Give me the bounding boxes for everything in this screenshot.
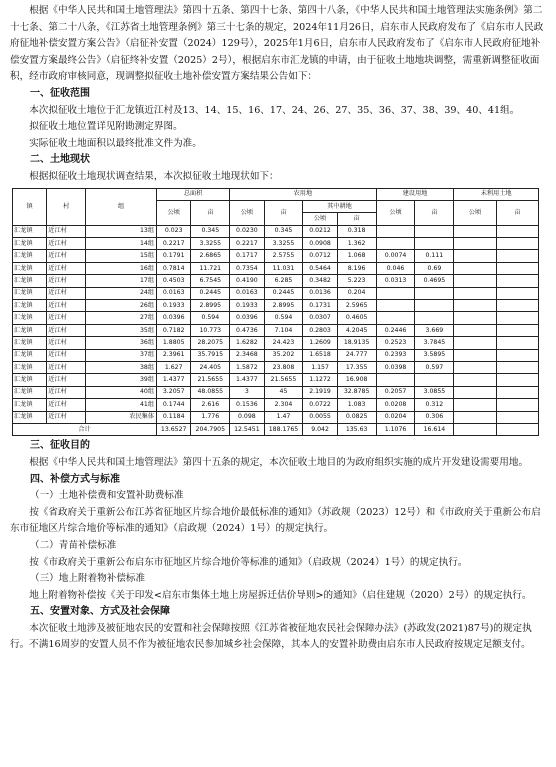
- table-row: [13, 386, 539, 398]
- table-cell: [496, 399, 538, 411]
- section-5-text: 本次征收土地涉及被征地农民的安置和社会保障按照《江苏省被征地农民社会保障办法》(苏政发(2021)87号)的规定执行。不满16周岁的安置人员不作为被征地农民参加城乡社会保障，其本人的安置补助费由启东市人民政府按规定足额支付。: [10, 622, 532, 651]
- section-4-sub-1: （一）土地补偿费和安置补助费标准: [30, 490, 184, 502]
- header-unit-ha: 公顷: [376, 200, 415, 225]
- table-cell: 5.223: [337, 275, 376, 287]
- table-row: [13, 374, 539, 386]
- table-cell: 1.4377: [230, 374, 264, 386]
- table-cell: 37组: [86, 349, 157, 361]
- table-cell: 18.9135: [337, 337, 376, 349]
- table-cell: 35.202: [264, 349, 303, 361]
- table-cell: 0.0136: [303, 287, 337, 299]
- table-cell: 1.627: [157, 362, 191, 374]
- section-4-heading: 四、补偿方式与标准: [30, 473, 120, 485]
- table-cell: 23.808: [264, 362, 303, 374]
- section-4-text-2: 按《市政府关于重新公布启东市征地区片综合地价等标准的通知》（启政规（2024）1号）的规定执行。: [29, 556, 468, 568]
- table-cell: [415, 287, 454, 299]
- table-cell: [496, 362, 538, 374]
- table-cell: 0.2445: [264, 287, 303, 299]
- table-cell: 39组: [86, 374, 157, 386]
- table-cell: 近江村: [47, 287, 86, 299]
- table-cell: 0.046: [376, 262, 415, 274]
- table-row: [13, 337, 539, 349]
- table-cell: 14组: [86, 238, 157, 250]
- table-cell: 1.1272: [303, 374, 337, 386]
- table-cell: [496, 225, 538, 237]
- table-cell: 0.1933: [230, 300, 264, 312]
- header-group: 组: [86, 188, 157, 225]
- total-cell: 16.614: [415, 423, 454, 435]
- total-label: 合计: [13, 423, 157, 435]
- table-row: [13, 362, 539, 374]
- table-cell: 汇龙镇: [13, 287, 47, 299]
- table-cell: 近江村: [47, 238, 86, 250]
- table-cell: 0.0712: [303, 250, 337, 262]
- table-cell: 0.4190: [230, 275, 264, 287]
- land-status-table: [12, 188, 539, 437]
- table-cell: 27组: [86, 312, 157, 324]
- table-cell: 0.1536: [230, 399, 264, 411]
- table-cell: 24组: [86, 287, 157, 299]
- section-1-heading: 一、征收范围: [30, 87, 90, 99]
- table-cell: [376, 287, 415, 299]
- header-unit-mu: 亩: [415, 200, 454, 225]
- table-cell: 0.1731: [303, 300, 337, 312]
- table-cell: 0.0163: [230, 287, 264, 299]
- table-cell: 汇龙镇: [13, 262, 47, 274]
- table-cell: 1.068: [337, 250, 376, 262]
- table-row: [13, 275, 539, 287]
- table-cell: 0.69: [415, 262, 454, 274]
- section-4-text-1: 按《省政府关于重新公布江苏省征地区片综合地价最低标准的通知》（苏政规（2023）12号）和《市政府关于重新公布启东市征地区片综合地价等标准的通知》（启政规（2024）1号）的规定执行。: [10, 506, 541, 535]
- table-cell: 2.5965: [337, 300, 376, 312]
- total-cell: [496, 423, 538, 435]
- table-cell: [454, 225, 496, 237]
- table-row: [13, 312, 539, 324]
- table-cell: 0.023: [157, 225, 191, 237]
- table-cell: 汇龙镇: [13, 312, 47, 324]
- table-cell: [496, 374, 538, 386]
- table-cell: 2.3468: [230, 349, 264, 361]
- table-cell: 1.6518: [303, 349, 337, 361]
- table-cell: 汇龙镇: [13, 250, 47, 262]
- table-cell: 36组: [86, 337, 157, 349]
- table-cell: 3: [230, 386, 264, 398]
- table-total-row: [13, 423, 539, 435]
- table-cell: 3.3255: [191, 238, 230, 250]
- table-row: [13, 238, 539, 250]
- table-cell: 41组: [86, 399, 157, 411]
- table-row: [13, 262, 539, 274]
- table-cell: 近江村: [47, 275, 86, 287]
- total-cell: 204.7905: [191, 423, 230, 435]
- table-cell: 3.3255: [264, 238, 303, 250]
- table-cell: [415, 225, 454, 237]
- table-row: [13, 250, 539, 262]
- table-cell: 0.594: [264, 312, 303, 324]
- table-cell: 0.1184: [157, 411, 191, 423]
- table-cell: [454, 362, 496, 374]
- table-cell: 0.2217: [230, 238, 264, 250]
- table-cell: 0.2803: [303, 324, 337, 336]
- table-cell: 汇龙镇: [13, 386, 47, 398]
- section-1-area-note: 实际征收土地面积以最终批准文件为准。: [29, 137, 202, 149]
- table-cell: 近江村: [47, 386, 86, 398]
- table-cell: 3.0855: [415, 386, 454, 398]
- table-cell: 35组: [86, 324, 157, 336]
- table-cell: 0.2523: [376, 337, 415, 349]
- table-cell: [454, 324, 496, 336]
- table-cell: 汇龙镇: [13, 225, 47, 237]
- table-cell: [496, 337, 538, 349]
- table-cell: 0.5464: [303, 262, 337, 274]
- table-cell: 2.6865: [191, 250, 230, 262]
- table-cell: 24.777: [337, 349, 376, 361]
- table-cell: 0.597: [415, 362, 454, 374]
- table-cell: 35.7915: [191, 349, 230, 361]
- total-cell: 135.63: [337, 423, 376, 435]
- table-cell: 0.1744: [157, 399, 191, 411]
- table-cell: 0.7354: [230, 262, 264, 274]
- table-cell: 汇龙镇: [13, 300, 47, 312]
- table-cell: 11.031: [264, 262, 303, 274]
- table-cell: [454, 374, 496, 386]
- table-cell: 0.4736: [230, 324, 264, 336]
- table-cell: [454, 300, 496, 312]
- header-unit-ha: 公顷: [230, 200, 264, 225]
- table-cell: 32.8785: [337, 386, 376, 398]
- header-unit-ha: 公顷: [157, 200, 191, 225]
- header-unit-ha: 公顷: [303, 213, 337, 225]
- header-unit-mu: 亩: [496, 200, 538, 225]
- table-cell: 1.47: [264, 411, 303, 423]
- table-cell: 0.3482: [303, 275, 337, 287]
- table-cell: [454, 287, 496, 299]
- table-cell: 0.2217: [157, 238, 191, 250]
- table-cell: 近江村: [47, 312, 86, 324]
- table-cell: 汇龙镇: [13, 275, 47, 287]
- table-row: [13, 411, 539, 423]
- section-1-text: 本次拟征收土地位于汇龙镇近江村及13、14、15、16、17、24、26、27、35、36、37、38、39、40、41组。: [29, 104, 520, 116]
- table-cell: 0.2393: [376, 349, 415, 361]
- table-cell: [454, 262, 496, 274]
- table-cell: [454, 337, 496, 349]
- table-cell: 2.8995: [191, 300, 230, 312]
- table-cell: 0.111: [415, 250, 454, 262]
- table-cell: 近江村: [47, 374, 86, 386]
- table-cell: 0.0396: [230, 312, 264, 324]
- table-row: [13, 300, 539, 312]
- total-cell: [454, 423, 496, 435]
- table-cell: [415, 238, 454, 250]
- table-cell: 24.423: [264, 337, 303, 349]
- table-row: [13, 399, 539, 411]
- table-cell: [496, 262, 538, 274]
- table-cell: [496, 300, 538, 312]
- table-cell: 0.0313: [376, 275, 415, 287]
- section-4-text-3: 地上附着物补偿按《关于印发<启东市集体土地上房屋拆迁估价导则>的通知》（启住建规（2020）2号）的规定执行。: [29, 589, 532, 601]
- total-cell: 12.5451: [230, 423, 264, 435]
- total-cell: 9.042: [303, 423, 337, 435]
- table-cell: 0.0396: [157, 312, 191, 324]
- table-cell: [496, 250, 538, 262]
- table-cell: 2.1919: [303, 386, 337, 398]
- header-unit-mu: 亩: [337, 213, 376, 225]
- table-cell: 1.776: [191, 411, 230, 423]
- table-cell: 1.157: [303, 362, 337, 374]
- header-unit-ha: 公顷: [454, 200, 496, 225]
- table-cell: 6.285: [264, 275, 303, 287]
- table-cell: 1.5872: [230, 362, 264, 374]
- table-cell: 0.312: [415, 399, 454, 411]
- table-cell: 0.0208: [376, 399, 415, 411]
- table-cell: 1.4377: [157, 374, 191, 386]
- table-cell: [454, 349, 496, 361]
- table-cell: 11.721: [191, 262, 230, 274]
- table-cell: 近江村: [47, 399, 86, 411]
- table-cell: 0.204: [337, 287, 376, 299]
- table-row: [13, 349, 539, 361]
- table-cell: 0.2057: [376, 386, 415, 398]
- table-cell: 45: [264, 386, 303, 398]
- table-cell: 21.5655: [191, 374, 230, 386]
- table-cell: [496, 386, 538, 398]
- table-cell: 0.0398: [376, 362, 415, 374]
- table-cell: 2.616: [191, 399, 230, 411]
- table-cell: 农民集体: [86, 411, 157, 423]
- table-cell: 0.0212: [303, 225, 337, 237]
- table-cell: 0.7182: [157, 324, 191, 336]
- table-cell: [454, 399, 496, 411]
- table-cell: [376, 374, 415, 386]
- table-cell: 6.7545: [191, 275, 230, 287]
- table-cell: 0.4605: [337, 312, 376, 324]
- table-cell: 0.2445: [191, 287, 230, 299]
- table-cell: 21.5655: [264, 374, 303, 386]
- table-cell: 0.0825: [337, 411, 376, 423]
- table-cell: 1.2609: [303, 337, 337, 349]
- table-cell: 近江村: [47, 362, 86, 374]
- table-cell: 10.773: [191, 324, 230, 336]
- table-cell: 0.1791: [157, 250, 191, 262]
- total-cell: 188.1765: [264, 423, 303, 435]
- section-2-text: 根据拟征收土地现状调查结果，本次拟征收土地现状如下：: [29, 170, 279, 182]
- table-cell: [415, 374, 454, 386]
- section-5-heading: 五、安置对象、方式及社会保障: [30, 606, 170, 618]
- table-cell: 2.5755: [264, 250, 303, 262]
- table-cell: 0.0230: [230, 225, 264, 237]
- table-cell: [376, 312, 415, 324]
- table-row: [13, 324, 539, 336]
- table-cell: 近江村: [47, 225, 86, 237]
- table-cell: [376, 300, 415, 312]
- table-cell: [496, 349, 538, 361]
- table-cell: [454, 275, 496, 287]
- table-cell: 0.0722: [303, 399, 337, 411]
- header-unused-land: 未利用土地: [454, 188, 539, 200]
- table-cell: 2.304: [264, 399, 303, 411]
- table-cell: [415, 300, 454, 312]
- table-cell: 0.0204: [376, 411, 415, 423]
- table-cell: 0.4503: [157, 275, 191, 287]
- table-cell: 近江村: [47, 349, 86, 361]
- table-body: [13, 225, 539, 436]
- table-cell: 28.2075: [191, 337, 230, 349]
- table-cell: [454, 386, 496, 398]
- table-cell: 0.1717: [230, 250, 264, 262]
- table-cell: 0.0163: [157, 287, 191, 299]
- table-cell: 0.1933: [157, 300, 191, 312]
- table-cell: 17.355: [337, 362, 376, 374]
- header-total-area: 总面积: [157, 188, 230, 200]
- table-cell: 0.4695: [415, 275, 454, 287]
- table-cell: 汇龙镇: [13, 362, 47, 374]
- table-cell: 汇龙镇: [13, 324, 47, 336]
- table-cell: 近江村: [47, 250, 86, 262]
- table-cell: 3.7845: [415, 337, 454, 349]
- table-cell: [496, 287, 538, 299]
- table-cell: 0.345: [191, 225, 230, 237]
- table-cell: 0.318: [337, 225, 376, 237]
- table-cell: 汇龙镇: [13, 337, 47, 349]
- table-cell: 2.3961: [157, 349, 191, 361]
- table-cell: 3.669: [415, 324, 454, 336]
- section-4-sub-2: （二）青苗补偿标准: [30, 539, 117, 551]
- table-cell: [454, 238, 496, 250]
- table-cell: 近江村: [47, 337, 86, 349]
- table-cell: 0.0055: [303, 411, 337, 423]
- table-cell: 16.908: [337, 374, 376, 386]
- table-cell: 3.5895: [415, 349, 454, 361]
- table-cell: 0.7814: [157, 262, 191, 274]
- table-cell: 近江村: [47, 411, 86, 423]
- header-unit-mu: 亩: [264, 200, 303, 225]
- table-cell: [376, 238, 415, 250]
- section-3-text: 根据《中华人民共和国土地管理法》第四十五条的规定，本次征收土地目的为政府组织实施的成片开发建设需要用地。: [29, 456, 529, 468]
- table-cell: 汇龙镇: [13, 399, 47, 411]
- table-cell: 近江村: [47, 324, 86, 336]
- table-cell: 0.345: [264, 225, 303, 237]
- table-cell: 汇龙镇: [13, 411, 47, 423]
- table-cell: [496, 238, 538, 250]
- section-3-heading: 三、征收目的: [30, 440, 90, 452]
- table-cell: 0.0074: [376, 250, 415, 262]
- table-cell: [496, 411, 538, 423]
- table-cell: [496, 275, 538, 287]
- section-4-sub-3: （三）地上附着物补偿标准: [30, 573, 146, 585]
- table-cell: 48.0855: [191, 386, 230, 398]
- table-cell: 0.098: [230, 411, 264, 423]
- table-cell: 0.0908: [303, 238, 337, 250]
- table-cell: 15组: [86, 250, 157, 262]
- table-cell: 24.405: [191, 362, 230, 374]
- intro-paragraph: 根据《中华人民共和国土地管理法》第四十五条、第四十七条、第四十八条，《中华人民共和国土地管理法实施条例》第二十七条、第二十八条，《江苏省土地管理条例》第三十七条的规定，2024年11月26日，启东市人民政府发布了《启东市人民政府征地补偿安置方案公告》（启征补安置（2024）129号），2025年1月6日，启东市人民政府发布了《启东市人民政府征地补偿安置方案最终公告》（启征终补安置（2025）2号），根据启东市汇龙镇的申请，由于征收土地地块调整，需重新调整征收面积，经市政府审核同意，现调整拟征收土地补偿安置方案结果公告如下：: [10, 5, 544, 83]
- table-cell: 2.8995: [264, 300, 303, 312]
- table-cell: 38组: [86, 362, 157, 374]
- table-cell: [454, 250, 496, 262]
- table-cell: [415, 312, 454, 324]
- table-cell: 1.6282: [230, 337, 264, 349]
- table-row: [13, 225, 539, 237]
- table-cell: 17组: [86, 275, 157, 287]
- header-unit-mu: 亩: [191, 200, 230, 225]
- table-cell: 0.2446: [376, 324, 415, 336]
- section-1-location-note: 拟征收土地位置详见附勘测定界图。: [29, 121, 183, 133]
- table-cell: 近江村: [47, 262, 86, 274]
- table-cell: [496, 312, 538, 324]
- table-cell: 3.2057: [157, 386, 191, 398]
- header-village: 村: [47, 188, 86, 225]
- section-2-heading: 二、土地现状: [30, 154, 90, 166]
- table-cell: 0.594: [191, 312, 230, 324]
- table-cell: 汇龙镇: [13, 238, 47, 250]
- header-construction-land: 建设用地: [376, 188, 454, 200]
- table-cell: 汇龙镇: [13, 349, 47, 361]
- table-cell: 8.196: [337, 262, 376, 274]
- table-cell: 1.083: [337, 399, 376, 411]
- header-arable-land: 其中耕地: [303, 200, 376, 212]
- table-cell: 4.2045: [337, 324, 376, 336]
- table-cell: [496, 324, 538, 336]
- total-cell: 13.6527: [157, 423, 191, 435]
- table-cell: 26组: [86, 300, 157, 312]
- total-cell: 1.1076: [376, 423, 415, 435]
- table-cell: 13组: [86, 225, 157, 237]
- table-cell: 1.362: [337, 238, 376, 250]
- table-cell: 7.104: [264, 324, 303, 336]
- table-cell: 1.8805: [157, 337, 191, 349]
- table-cell: [376, 225, 415, 237]
- table-row: [13, 287, 539, 299]
- table-cell: 0.0307: [303, 312, 337, 324]
- table-cell: 0.306: [415, 411, 454, 423]
- table-cell: [454, 312, 496, 324]
- header-farmland: 农用地: [230, 188, 376, 200]
- table-cell: 40组: [86, 386, 157, 398]
- table-cell: 汇龙镇: [13, 374, 47, 386]
- table-cell: 16组: [86, 262, 157, 274]
- table-cell: 近江村: [47, 300, 86, 312]
- table-cell: [454, 411, 496, 423]
- header-town: 镇: [13, 188, 47, 225]
